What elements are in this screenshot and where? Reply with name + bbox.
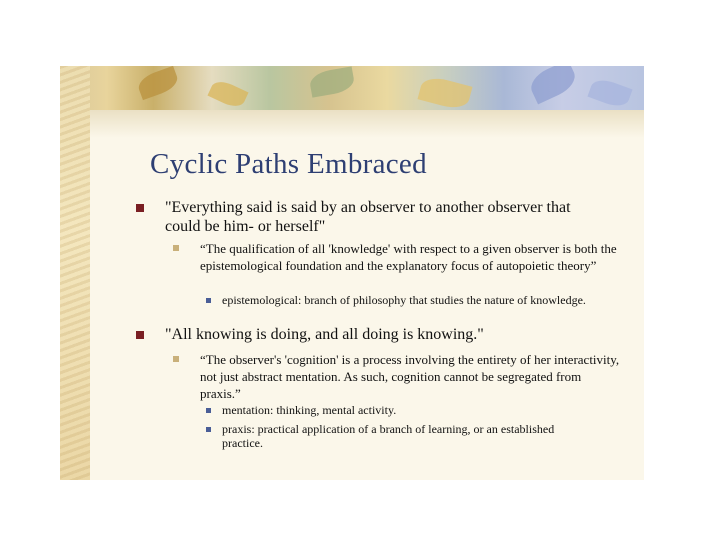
square-bullet-icon — [206, 427, 211, 432]
bullet-level2 — [173, 240, 623, 274]
bullet-level3 — [206, 293, 606, 307]
banner-shadow — [90, 110, 644, 138]
bullet-level2 — [173, 351, 623, 402]
leaf-decoration — [308, 66, 355, 97]
bullet-level1 — [136, 325, 586, 344]
leaf-decoration — [135, 66, 180, 100]
square-bullet-icon — [173, 245, 179, 251]
bullet-text: "All knowing is doing, and all doing is knowing." — [165, 326, 484, 343]
square-bullet-icon — [173, 356, 179, 362]
bullet-text: "Everything said is said by an observer to another observer that could be him- or herself" — [165, 199, 571, 235]
bullet-text: epistemological: branch of philosophy that studies the nature of knowledge. — [222, 293, 586, 307]
bullet-level3 — [206, 422, 566, 450]
slide-title: Cyclic Paths Embraced — [150, 148, 427, 180]
decorative-left-strip — [60, 66, 90, 480]
bullet-text: praxis: practical application of a branch of learning, or an established practice. — [222, 422, 555, 450]
leaf-decoration — [526, 66, 580, 104]
square-bullet-icon — [136, 204, 144, 212]
square-bullet-icon — [206, 408, 211, 413]
square-bullet-icon — [136, 331, 144, 339]
bullet-text: “The qualification of all 'knowledge' with respect to a given observer is both the epistemological foundation and the explanatory focus of autopoietic theory” — [200, 241, 617, 273]
bullet-level3 — [206, 403, 606, 417]
leaf-decoration — [207, 77, 248, 110]
leaf-decoration — [417, 74, 472, 112]
bullet-text: “The observer's 'cognition' is a process involving the entirety of her interactivity, not just abstract mentation. As such, cognition cannot be segregated from praxis.” — [200, 352, 620, 401]
bullet-level1 — [136, 198, 576, 236]
decorative-leaf-banner — [60, 66, 644, 110]
leaf-decoration — [587, 76, 632, 110]
bullet-text: mentation: thinking, mental activity. — [222, 403, 397, 417]
square-bullet-icon — [206, 298, 211, 303]
